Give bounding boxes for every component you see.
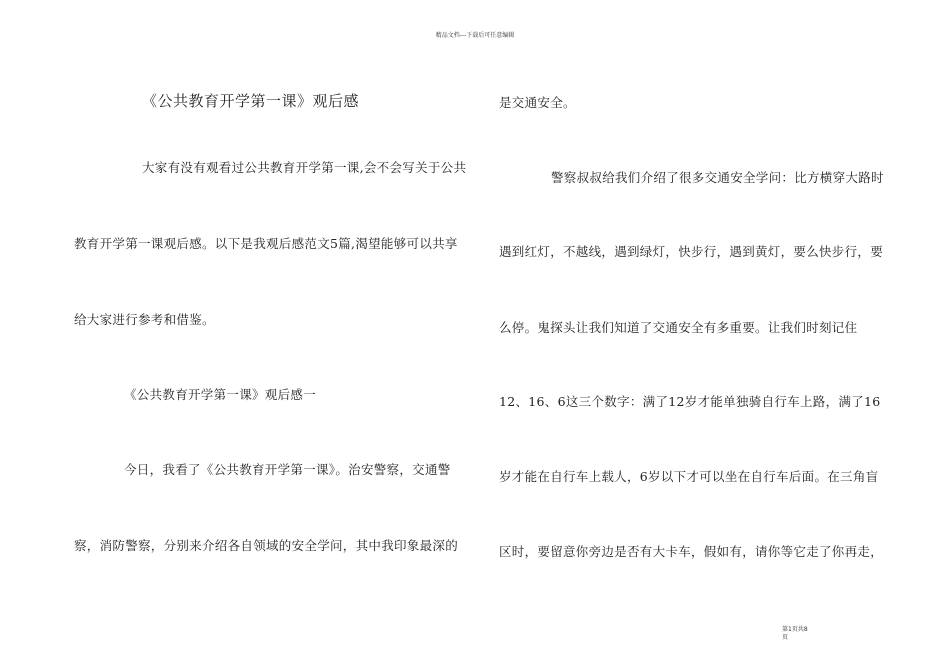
section-heading: 《公共教育开学第一课》观后感一 <box>124 387 317 402</box>
page-number-line: 页 <box>782 634 789 641</box>
paragraph-line: 岁才能在自行车上载人，6岁以下才可以坐在自行车后面。在三角盲 <box>499 469 879 484</box>
paragraph-line: 今日，我看了《公共教育开学第一课》。治安警察，交通警 <box>124 462 451 477</box>
paragraph-line: 警察叔叔给我们介绍了很多交通安全学问：比方横穿大路时 <box>551 170 884 185</box>
paragraph-line: 给大家进行参考和借鉴。 <box>74 312 215 327</box>
page-header: 精品文档---下载后可任意编辑 <box>435 32 515 39</box>
page-number-line: 第1页共8 <box>782 626 808 633</box>
paragraph-line: 么停。鬼探头让我们知道了交通安全有多重要。让我们时刻记住 <box>499 320 858 335</box>
paragraph-line: 是交通安全。 <box>499 95 576 110</box>
paragraph-line: 察，消防警察，分别来介绍各自领域的安全学问，其中我印象最深的 <box>74 538 459 553</box>
page-number <box>782 626 842 642</box>
paragraph-line: 大家有没有观看过公共教育开学第一课,会不会写关于公共 <box>142 160 467 175</box>
document-title: 《公共教育开学第一课》观后感 <box>142 92 360 110</box>
paragraph-line: 教育开学第一课观后感。以下是我观后感范文5篇,渴望能够可以共享 <box>74 236 458 251</box>
paragraph-line: 12、16、6这三个数字：满了12岁才能单独骑自行车上路，满了16 <box>499 394 881 409</box>
paragraph-line: 遇到红灯，不越线，遇到绿灯，快步行，遇到黄灯，要么快步行，要 <box>499 244 884 259</box>
paragraph-line: 区时，要留意你旁边是否有大卡车，假如有，请你等它走了你再走， <box>499 544 884 559</box>
